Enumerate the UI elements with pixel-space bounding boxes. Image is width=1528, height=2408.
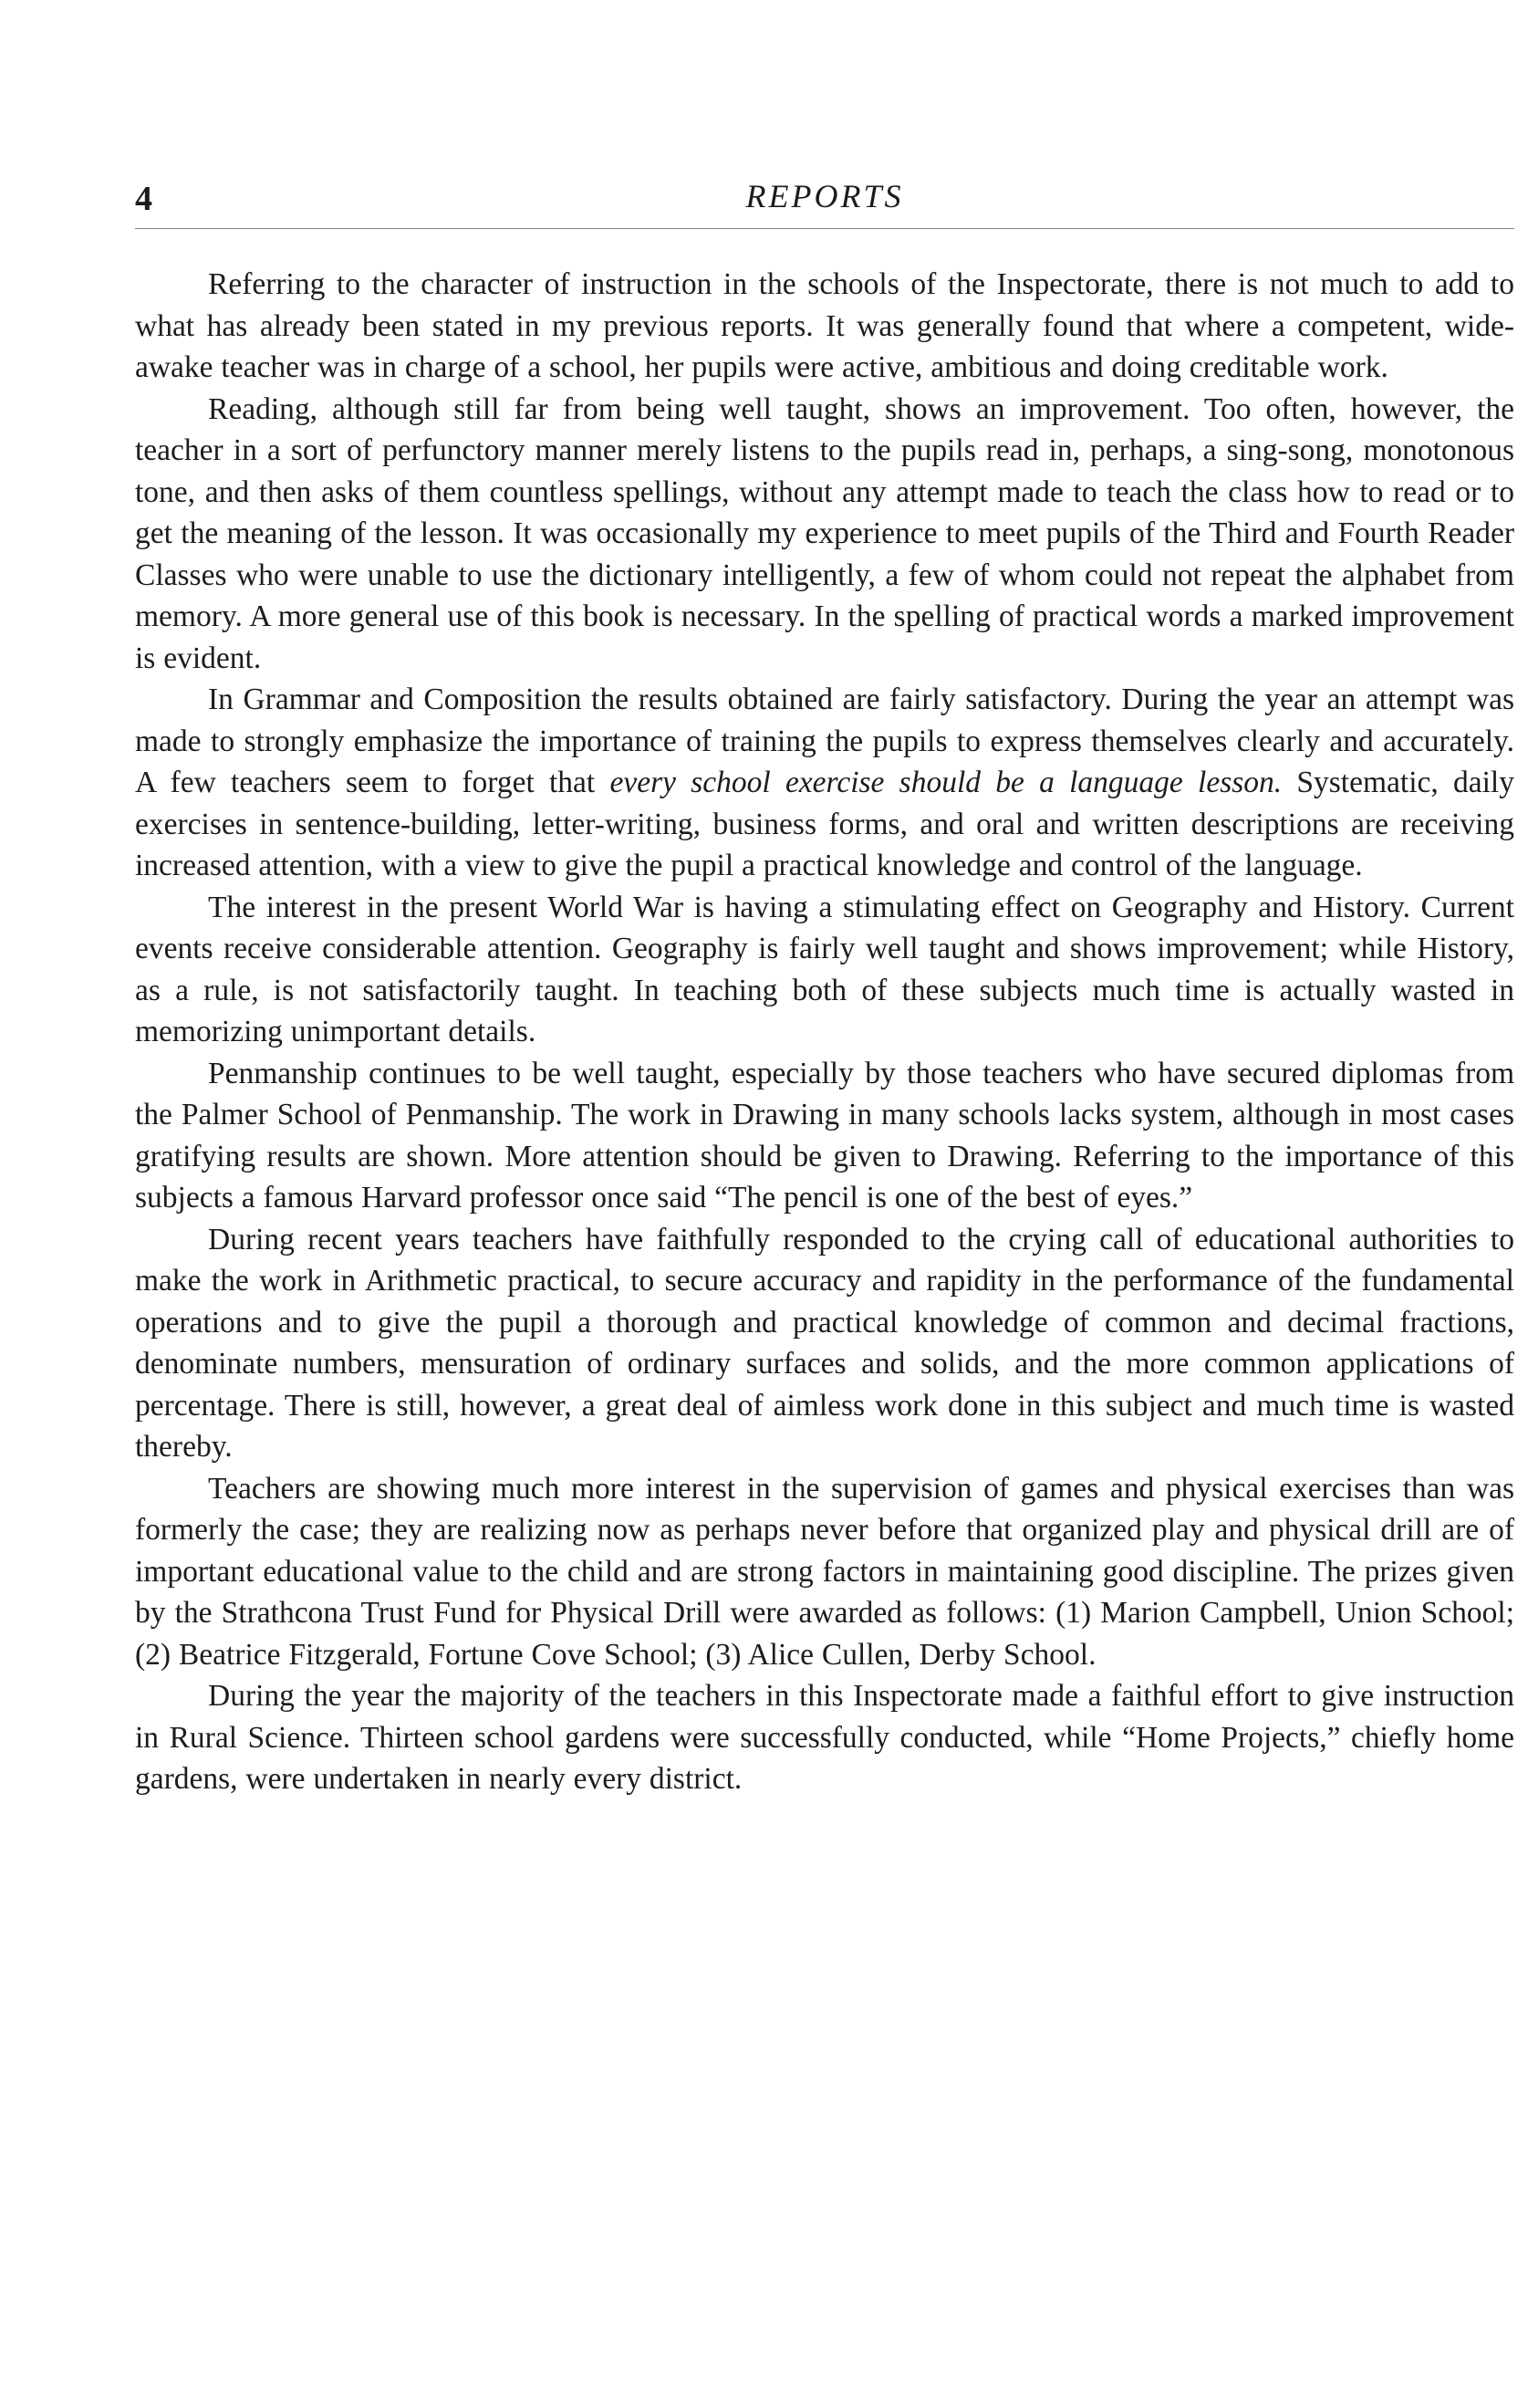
body-text <box>135 264 1514 1800</box>
paragraph-penmanship-drawing: Penmanship continues to be well taught, especially by those teachers who have secured diplomas from the Palmer School of Penmanship. The work in Drawing in many schools lacks system, although in most cases gratifying results are shown. More attention should be given to Drawing. Referring to the importance of this subjects a famous Harvard professor once said “The pencil is one of the best of eyes.” <box>135 1056 1514 1214</box>
paragraph-grammar-text-after: Systematic, daily exercises in sentence-building, letter-writing, business forms, and oral and written descriptions are receiving increased attention, with a view to give the pupil a practical knowledge and control of the language. <box>135 766 1514 882</box>
paragraph-grammar <box>135 679 1514 887</box>
page-number: 4 <box>135 180 152 218</box>
paragraph-rural-science: During the year the majority of the teachers in this Inspectorate made a faithful effort to give instruction in Rural Science. Thirteen school gardens were successfully conducted, while “Home Projects,” chiefly home gardens, were undertaken in nearly every district. <box>135 1679 1514 1796</box>
paragraph-instruction: Referring to the character of instruction in the schools of the Inspectorate, there is not much to add to what has already been stated in my previous reports. It was generally found that where a competent, wide-awake teacher was in charge of a school, her pupils were active, ambitious and doing creditable work. <box>135 267 1514 384</box>
paragraph-geography-history: The interest in the present World War is having a stimulating effect on Geography and History. Current events receive considerable attention. Geography is fairly well taught and shows improvement; while History, as a rule, is not satisfactorily taught. In teaching both of these subjects much time is actually wasted in memorizing unimportant details. <box>135 890 1514 1048</box>
paragraph-grammar-text-before: In Grammar and Composition the results obtained are fairly satisfactory. During the year an attempt was made to strongly emphasize the importance of training the pupils to express themselves clearly and accurately. A few teachers seem to forget that <box>135 683 1514 799</box>
paragraph-physical-drill: Teachers are showing much more interest in the supervision of games and physical exercises than was formerly the case; they are realizing now as perhaps never before that organized play and physical drill are of important educational value to the child and are strong factors in maintaining good discipline. The prizes given by the Strathcona Trust Fund for Physical Drill were awarded as follows: (1) Marion Campbell, Union School; (2) Beatrice Fitzgerald, Fortune Cove School; (3) Alice Cullen, Derby School. <box>135 1471 1514 1672</box>
paragraph-arithmetic: During recent years teachers have faithfully responded to the crying call of educational authorities to make the work in Arithmetic practical, to secure accuracy and rapidity in the performance of the fundamental operations and to give the pupil a thorough and practical knowledge of common and decimal fractions, denominate numbers, mensuration of ordinary surfaces and solids, and the more common applications of percentage. There is still, however, a great deal of aimless work done in this subject and much time is wasted thereby. <box>135 1222 1514 1464</box>
report-page <box>135 173 1514 1800</box>
running-head: REPORTS <box>745 178 904 214</box>
paragraph-grammar-emphasis: every school exercise should be a language lesson. <box>609 766 1283 799</box>
paragraph-reading: Reading, although still far from being well taught, shows an improvement. Too often, however, the teacher in a sort of perfunctory manner merely listens to the pupils read in, perhaps, a sing-song, monotonous tone, and then asks of them countless spellings, without any attempt made to teach the class how to read or to get the meaning of the lesson. It was occasionally my experience to meet pupils of the Third and Fourth Reader Classes who were unable to use the dictionary intelligently, a few of whom could not repeat the alphabet from memory. A more general use of this book is necessary. In the spelling of practical words a marked improvement is evident. <box>135 391 1514 675</box>
page-header <box>135 173 1514 229</box>
